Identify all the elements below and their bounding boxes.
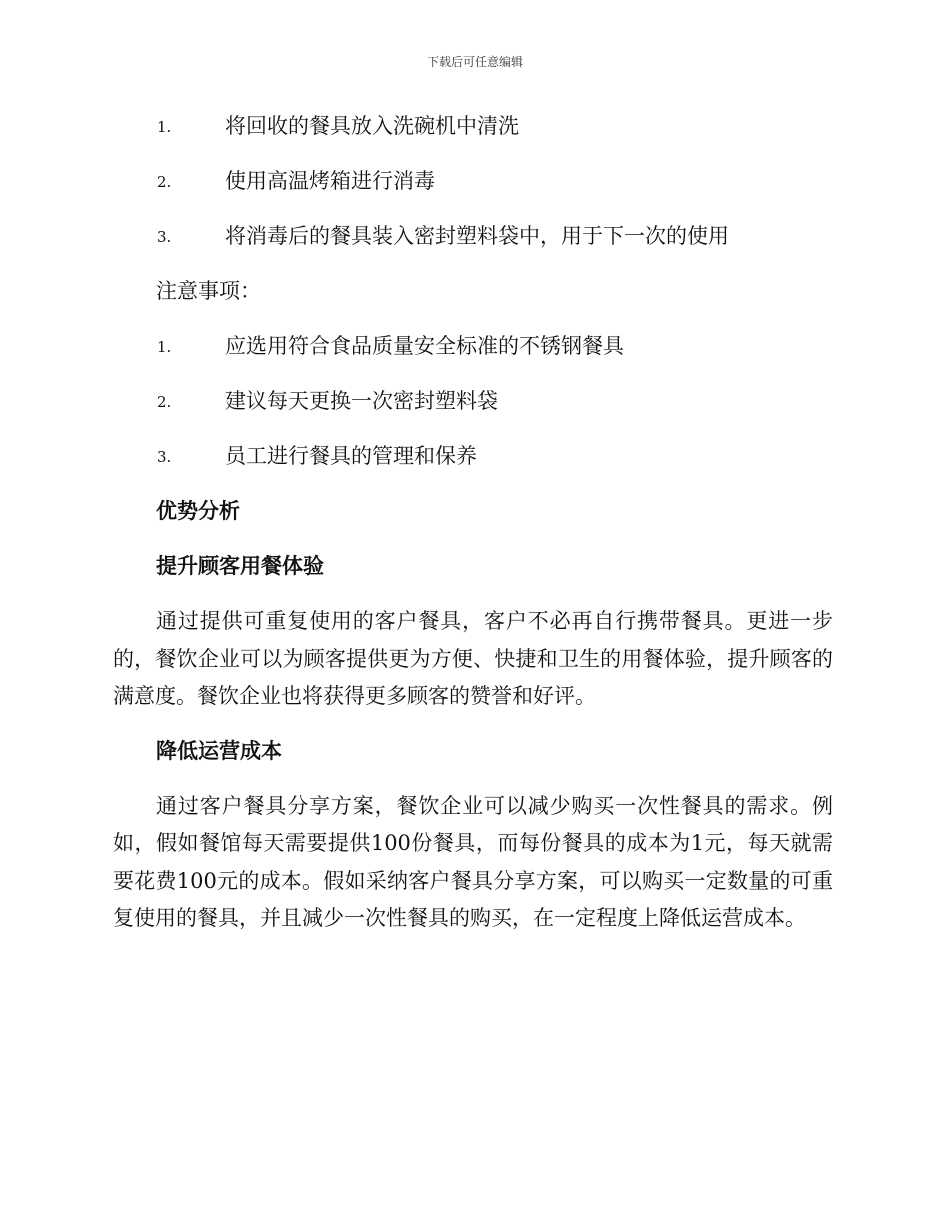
list-text: 使用高温烤箱进行消毒 xyxy=(225,169,435,193)
list-item xyxy=(113,108,833,163)
list-number: 2. xyxy=(157,173,172,191)
list-text: 将消毒后的餐具装入密封塑料袋中，用于下一次的使用 xyxy=(225,224,729,248)
document-body xyxy=(113,108,833,955)
list-number: 2. xyxy=(157,393,172,411)
list-item xyxy=(113,163,833,218)
paragraph: 通过提供可重复使用的客户餐具，客户不必再自行携带餐具。更进一步的，餐饮企业可以为顾客提供更为方便、快捷和卫生的用餐体验，提升顾客的满意度。餐饮企业也将获得更多顾客的赞誉和好评。 xyxy=(113,609,833,708)
list-number: 1. xyxy=(157,338,172,356)
subsection-title: 提升顾客用餐体验 xyxy=(156,554,324,578)
notes-label: 注意事项： xyxy=(156,279,261,303)
list-text: 员工进行餐具的管理和保养 xyxy=(225,444,477,468)
list-text: 应选用符合食品质量安全标准的不锈钢餐具 xyxy=(225,334,624,358)
list-item xyxy=(113,383,833,438)
page-header: 下载后可任意编辑 xyxy=(426,55,523,69)
list-number: 1. xyxy=(157,118,172,136)
paragraph: 通过客户餐具分享方案，餐饮企业可以减少购买一次性餐具的需求。例如，假如餐馆每天需要提供100份餐具，而每份餐具的成本为1元，每天就需要花费100元的成本。假如采纳客户餐具分享方案，可以购买一定数量的可重复使用的餐具，并且减少一次性餐具的购买，在一定程度上降低运营成本。 xyxy=(113,793,833,930)
list-item xyxy=(113,438,833,493)
list-text: 将回收的餐具放入洗碗机中清洗 xyxy=(225,114,519,138)
list-number: 3. xyxy=(157,228,172,246)
list-item xyxy=(113,218,833,273)
list-text: 建议每天更换一次密封塑料袋 xyxy=(225,389,498,413)
section-title: 优势分析 xyxy=(156,499,240,523)
list-item xyxy=(113,328,833,383)
subsection-title: 降低运营成本 xyxy=(156,738,282,763)
list-number: 3. xyxy=(157,448,172,466)
